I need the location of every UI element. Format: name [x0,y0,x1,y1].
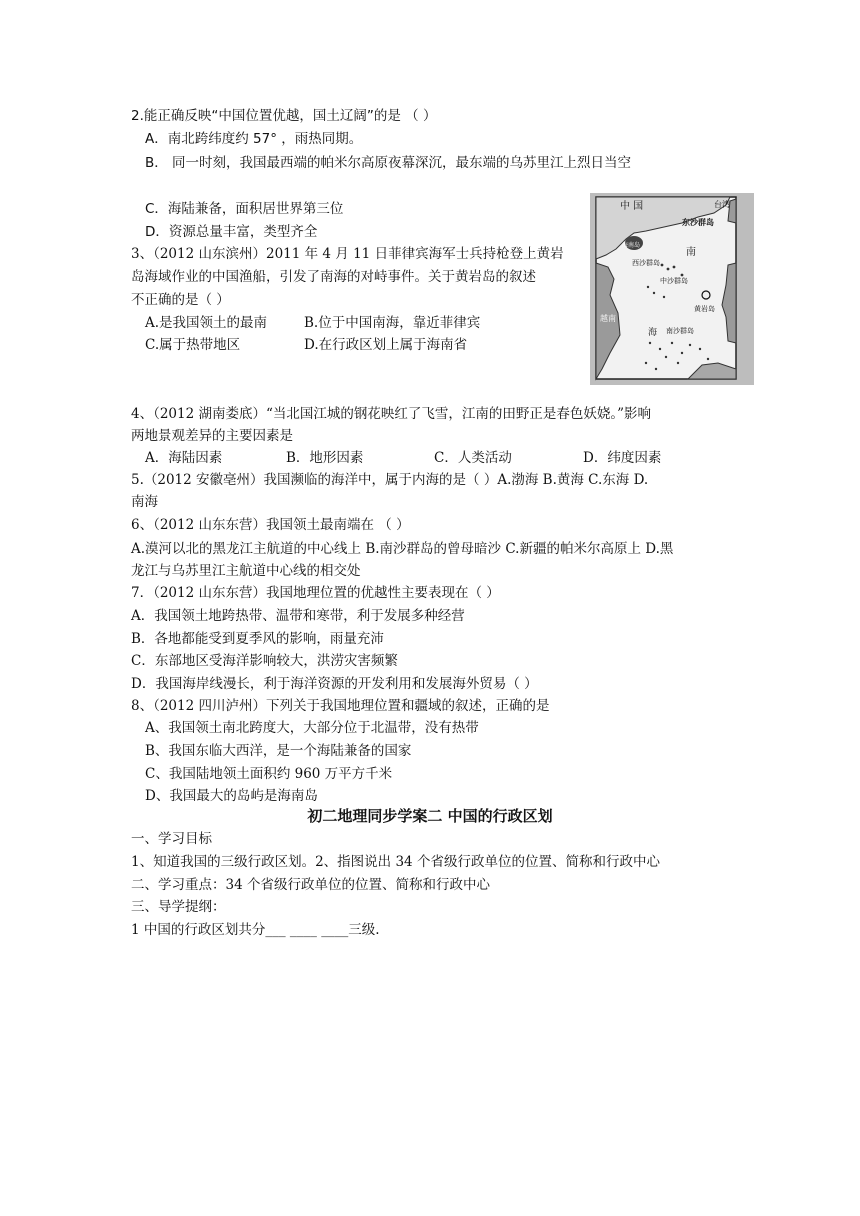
q3-option-b: B.位于中国南海，靠近菲律宾 [304,315,481,331]
q2-option-a: A．南北跨纬度约 57° ，雨热同期。 [145,131,363,147]
q7-option-d: D．我国海岸线漫长，利于海洋资源的开发利用和发展海外贸易（ ） [131,676,538,692]
q8-option-d: D、我国最大的岛屿是海南岛 [145,788,318,804]
map-label-vietnam: 越南 [600,314,616,323]
map-label-hainan: 海南岛 [622,242,641,249]
q3-line-1: 3、（2012 山东滨州）2011 年 4 月 11 日菲律宾海军士兵持枪登上黄岩 [131,246,564,262]
q8-option-a: A、我国领土南北跨度大，大部分位于北温带，没有热带 [145,720,479,736]
map-label-nansha: 南沙群岛 [666,327,694,335]
q5-line-2: 南海 [131,494,158,510]
q7-option-b: B．各地都能受到夏季风的影响，雨量充沛 [131,631,384,647]
section-heading-goals: 一、学习目标 [131,831,212,847]
q4-option-b: B．地形因素 [286,450,364,466]
map-label-huangyan: 黄岩岛 [694,305,715,313]
map-label-taiwan: 台湾 [714,200,730,209]
q5-line-1: 5.（2012 安徽亳州）我国濒临的海洋中，属于内海的是（ ）A.渤海 B.黄海 C.东海 D. [131,472,649,488]
q6-line-1: A.漠河以北的黑龙江主航道的中心线上 B.南沙群岛的曾母暗沙 C.新疆的帕米尔高原上 D.黑 [131,541,674,557]
q4-line-1: 4、（2012 湖南娄底）“当北国江城的钢花映红了飞雪，江南的田野正是春色妖娆。”影响 [131,406,652,422]
q3-option-a: A.是我国领土的最南 [145,315,268,331]
section-heading-focus: 二、学习重点：34 个省级行政单位的位置、简称和行政中心 [131,877,490,893]
q3-line-3: 不正确的是（ ） [131,292,230,308]
section-outline-item-1: 1 中国的行政区划共分___ ____ ____三级. [131,922,380,938]
q7-option-a: A．我国领土地跨热带、温带和寒带，利于发展多种经营 [131,608,465,624]
q8-option-b: B、我国东临大西洋，是一个海陆兼备的国家 [145,743,412,759]
q4-line-2: 两地景观差异的主要因素是 [131,428,293,444]
q6-stem: 6、（2012 山东东营）我国领土最南端在 （ ） [131,517,410,533]
q4-option-a: A．海陆因素 [145,450,223,466]
q4-option-c: C．人类活动 [434,450,512,466]
q3-line-2: 岛海域作业的中国渔船，引发了南海的对峙事件。关于黄岩岛的叙述 [131,269,536,285]
q4-option-d: D．纬度因素 [583,450,662,466]
map-label-zhongsha: 中沙群岛 [660,277,688,285]
map-label-xisha: 西沙群岛 [632,259,660,267]
section-goal-text: 1、知道我国的三级行政区划。2、指图说出 34 个省级行政单位的位置、简称和行政中心 [131,854,660,870]
map-label-china: 中 国 [620,201,644,212]
q2-option-b: B． 同一时刻，我国最西端的帕米尔高原夜幕深沉，最东端的乌苏里江上烈日当空 [145,155,632,171]
map-label-nan: 南 [686,247,696,258]
q3-option-d: D.在行政区划上属于海南省 [304,337,468,353]
q8-stem: 8、（2012 四川泸州）下列关于我国地理位置和疆域的叙述，正确的是 [131,698,550,714]
map-label-hai: 海 [648,328,658,338]
map-label-dongsha: 东沙群岛 [682,218,714,227]
q2-stem: 2.能正确反映“中国位置优越，国土辽阔”的是 （ ） [131,108,437,124]
q2-option-d: D．资源总量丰富，类型齐全 [145,224,318,240]
q7-stem: 7．（2012 山东东营）我国地理位置的优越性主要表现在（ ） [131,585,500,601]
south-china-sea-map [590,193,754,385]
q7-option-c: C．东部地区受海洋影响较大，洪涝灾害频繁 [131,653,398,669]
section-title: 初二地理同步学案二 中国的行政区划 [307,807,553,825]
q3-option-c: C.属于热带地区 [145,337,241,353]
section-heading-outline: 三、导学提纲： [131,899,226,915]
q8-option-c: C、我国陆地领土面积约 960 万平方千米 [145,766,393,782]
q2-option-c: C．海陆兼备，面积居世界第三位 [145,201,344,217]
q6-line-2: 龙江与乌苏里江主航道中心线的相交处 [131,563,361,579]
